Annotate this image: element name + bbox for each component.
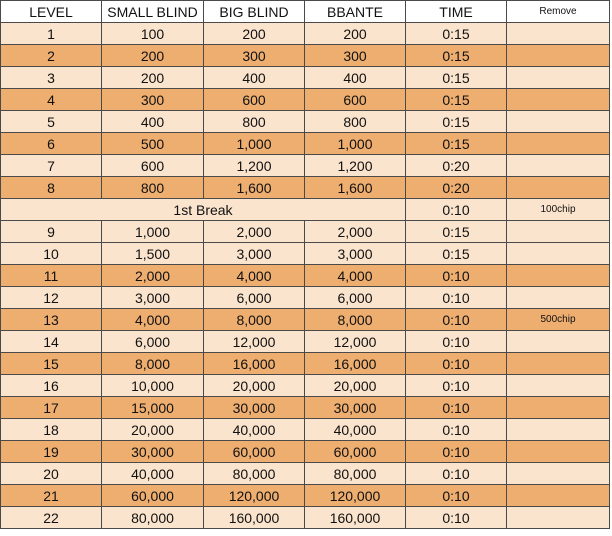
cell-note <box>507 221 610 243</box>
cell-big-blind: 2,000 <box>204 221 305 243</box>
cell-note <box>507 23 610 45</box>
table-row[interactable] <box>1 89 610 111</box>
table-row[interactable] <box>1 375 610 397</box>
cell-big-blind: 800 <box>204 111 305 133</box>
header-level: LEVEL <box>1 1 102 23</box>
cell-bbante: 1,000 <box>305 133 406 155</box>
cell-bbante: 300 <box>305 45 406 67</box>
cell-big-blind: 1,600 <box>204 177 305 199</box>
cell-note <box>507 397 610 419</box>
cell-small-blind: 300 <box>102 89 204 111</box>
cell-bbante: 160,000 <box>305 507 406 529</box>
cell-small-blind: 8,000 <box>102 353 204 375</box>
cell-bbante: 800 <box>305 111 406 133</box>
cell-time: 0:10 <box>406 199 507 221</box>
cell-bbante: 2,000 <box>305 221 406 243</box>
cell-small-blind: 20,000 <box>102 419 204 441</box>
cell-bbante: 80,000 <box>305 463 406 485</box>
table-body <box>1 23 610 529</box>
cell-big-blind: 1,200 <box>204 155 305 177</box>
cell-note <box>507 287 610 309</box>
table-row[interactable] <box>1 67 610 89</box>
cell-note <box>507 111 610 133</box>
cell-time: 0:10 <box>406 485 507 507</box>
cell-time: 0:15 <box>406 221 507 243</box>
cell-bbante: 30,000 <box>305 397 406 419</box>
cell-time: 0:10 <box>406 397 507 419</box>
header-row <box>1 1 610 23</box>
cell-level: 21 <box>1 485 102 507</box>
cell-level: 11 <box>1 265 102 287</box>
cell-bbante: 1,600 <box>305 177 406 199</box>
cell-big-blind: 160,000 <box>204 507 305 529</box>
cell-note <box>507 67 610 89</box>
table-row[interactable] <box>1 463 610 485</box>
cell-big-blind: 300 <box>204 45 305 67</box>
table-row[interactable] <box>1 353 610 375</box>
cell-small-blind: 800 <box>102 177 204 199</box>
cell-level: 9 <box>1 221 102 243</box>
cell-small-blind: 600 <box>102 155 204 177</box>
cell-small-blind: 1,000 <box>102 221 204 243</box>
cell-big-blind: 1,000 <box>204 133 305 155</box>
cell-level: 6 <box>1 133 102 155</box>
cell-note <box>507 463 610 485</box>
cell-small-blind: 4,000 <box>102 309 204 331</box>
cell-level: 18 <box>1 419 102 441</box>
cell-level: 15 <box>1 353 102 375</box>
cell-big-blind: 8,000 <box>204 309 305 331</box>
cell-time: 0:15 <box>406 111 507 133</box>
cell-time: 0:10 <box>406 287 507 309</box>
cell-small-blind: 80,000 <box>102 507 204 529</box>
cell-note <box>507 177 610 199</box>
cell-small-blind: 40,000 <box>102 463 204 485</box>
cell-time: 0:10 <box>406 265 507 287</box>
header-big-blind: BIG BLIND <box>204 1 305 23</box>
cell-time: 0:15 <box>406 23 507 45</box>
cell-small-blind: 6,000 <box>102 331 204 353</box>
table-row[interactable] <box>1 397 610 419</box>
cell-bbante: 400 <box>305 67 406 89</box>
cell-note <box>507 89 610 111</box>
header-small-blind: SMALL BLIND <box>102 1 204 23</box>
cell-big-blind: 600 <box>204 89 305 111</box>
cell-time: 0:10 <box>406 309 507 331</box>
cell-small-blind: 100 <box>102 23 204 45</box>
cell-level: 4 <box>1 89 102 111</box>
cell-note <box>507 265 610 287</box>
cell-big-blind: 4,000 <box>204 265 305 287</box>
cell-small-blind: 2,000 <box>102 265 204 287</box>
cell-bbante: 40,000 <box>305 419 406 441</box>
cell-time: 0:10 <box>406 441 507 463</box>
cell-big-blind: 16,000 <box>204 353 305 375</box>
table-row[interactable] <box>1 507 610 529</box>
table-row[interactable] <box>1 45 610 67</box>
cell-level: 1 <box>1 23 102 45</box>
cell-small-blind: 1,500 <box>102 243 204 265</box>
cell-level: 2 <box>1 45 102 67</box>
cell-small-blind: 200 <box>102 45 204 67</box>
table-row[interactable] <box>1 133 610 155</box>
table-row[interactable] <box>1 287 610 309</box>
cell-bbante: 1,200 <box>305 155 406 177</box>
break-row[interactable] <box>1 199 610 221</box>
cell-bbante: 200 <box>305 23 406 45</box>
cell-big-blind: 40,000 <box>204 419 305 441</box>
cell-time: 0:10 <box>406 463 507 485</box>
header-bbante: BBANTE <box>305 1 406 23</box>
cell-level: 13 <box>1 309 102 331</box>
cell-note <box>507 375 610 397</box>
cell-note <box>507 243 610 265</box>
cell-level: 5 <box>1 111 102 133</box>
cell-bbante: 60,000 <box>305 441 406 463</box>
cell-small-blind: 15,000 <box>102 397 204 419</box>
cell-bbante: 3,000 <box>305 243 406 265</box>
cell-bbante: 12,000 <box>305 331 406 353</box>
table-row[interactable] <box>1 177 610 199</box>
cell-level: 10 <box>1 243 102 265</box>
break-label: 1st Break <box>1 199 406 221</box>
cell-note <box>507 155 610 177</box>
cell-small-blind: 3,000 <box>102 287 204 309</box>
cell-time: 0:20 <box>406 155 507 177</box>
cell-time: 0:15 <box>406 243 507 265</box>
cell-level: 7 <box>1 155 102 177</box>
cell-time: 0:15 <box>406 67 507 89</box>
cell-time: 0:15 <box>406 45 507 67</box>
cell-big-blind: 30,000 <box>204 397 305 419</box>
table-row[interactable] <box>1 309 610 331</box>
cell-bbante: 4,000 <box>305 265 406 287</box>
cell-note: 100chip <box>507 199 610 221</box>
cell-note <box>507 441 610 463</box>
table-row[interactable] <box>1 331 610 353</box>
cell-level: 20 <box>1 463 102 485</box>
cell-small-blind: 200 <box>102 67 204 89</box>
table-row[interactable] <box>1 111 610 133</box>
table-row[interactable] <box>1 265 610 287</box>
cell-small-blind: 30,000 <box>102 441 204 463</box>
cell-big-blind: 20,000 <box>204 375 305 397</box>
table-row[interactable] <box>1 419 610 441</box>
cell-level: 8 <box>1 177 102 199</box>
cell-level: 3 <box>1 67 102 89</box>
cell-bbante: 8,000 <box>305 309 406 331</box>
cell-bbante: 6,000 <box>305 287 406 309</box>
cell-bbante: 600 <box>305 89 406 111</box>
table-row[interactable] <box>1 243 610 265</box>
cell-bbante: 16,000 <box>305 353 406 375</box>
cell-level: 16 <box>1 375 102 397</box>
cell-time: 0:10 <box>406 353 507 375</box>
cell-time: 0:15 <box>406 133 507 155</box>
cell-level: 19 <box>1 441 102 463</box>
cell-note <box>507 45 610 67</box>
cell-level: 12 <box>1 287 102 309</box>
cell-big-blind: 6,000 <box>204 287 305 309</box>
table-row[interactable] <box>1 441 610 463</box>
cell-bbante: 120,000 <box>305 485 406 507</box>
cell-small-blind: 10,000 <box>102 375 204 397</box>
cell-big-blind: 12,000 <box>204 331 305 353</box>
table-row[interactable] <box>1 485 610 507</box>
table-row[interactable] <box>1 221 610 243</box>
table-row[interactable] <box>1 23 610 45</box>
cell-note <box>507 507 610 529</box>
cell-note <box>507 353 610 375</box>
cell-note: 500chip <box>507 309 610 331</box>
cell-small-blind: 500 <box>102 133 204 155</box>
cell-big-blind: 120,000 <box>204 485 305 507</box>
cell-big-blind: 400 <box>204 67 305 89</box>
cell-time: 0:15 <box>406 89 507 111</box>
remove-button[interactable]: Remove <box>507 1 610 23</box>
table-row[interactable] <box>1 155 610 177</box>
cell-big-blind: 200 <box>204 23 305 45</box>
cell-note <box>507 331 610 353</box>
cell-note <box>507 419 610 441</box>
cell-small-blind: 400 <box>102 111 204 133</box>
cell-time: 0:10 <box>406 419 507 441</box>
cell-level: 14 <box>1 331 102 353</box>
cell-note <box>507 133 610 155</box>
cell-big-blind: 60,000 <box>204 441 305 463</box>
cell-level: 17 <box>1 397 102 419</box>
cell-bbante: 20,000 <box>305 375 406 397</box>
cell-time: 0:20 <box>406 177 507 199</box>
cell-big-blind: 3,000 <box>204 243 305 265</box>
cell-level: 22 <box>1 507 102 529</box>
cell-time: 0:10 <box>406 375 507 397</box>
cell-time: 0:10 <box>406 507 507 529</box>
cell-small-blind: 60,000 <box>102 485 204 507</box>
cell-note <box>507 485 610 507</box>
cell-big-blind: 80,000 <box>204 463 305 485</box>
header-time: TIME <box>406 1 507 23</box>
cell-time: 0:10 <box>406 331 507 353</box>
